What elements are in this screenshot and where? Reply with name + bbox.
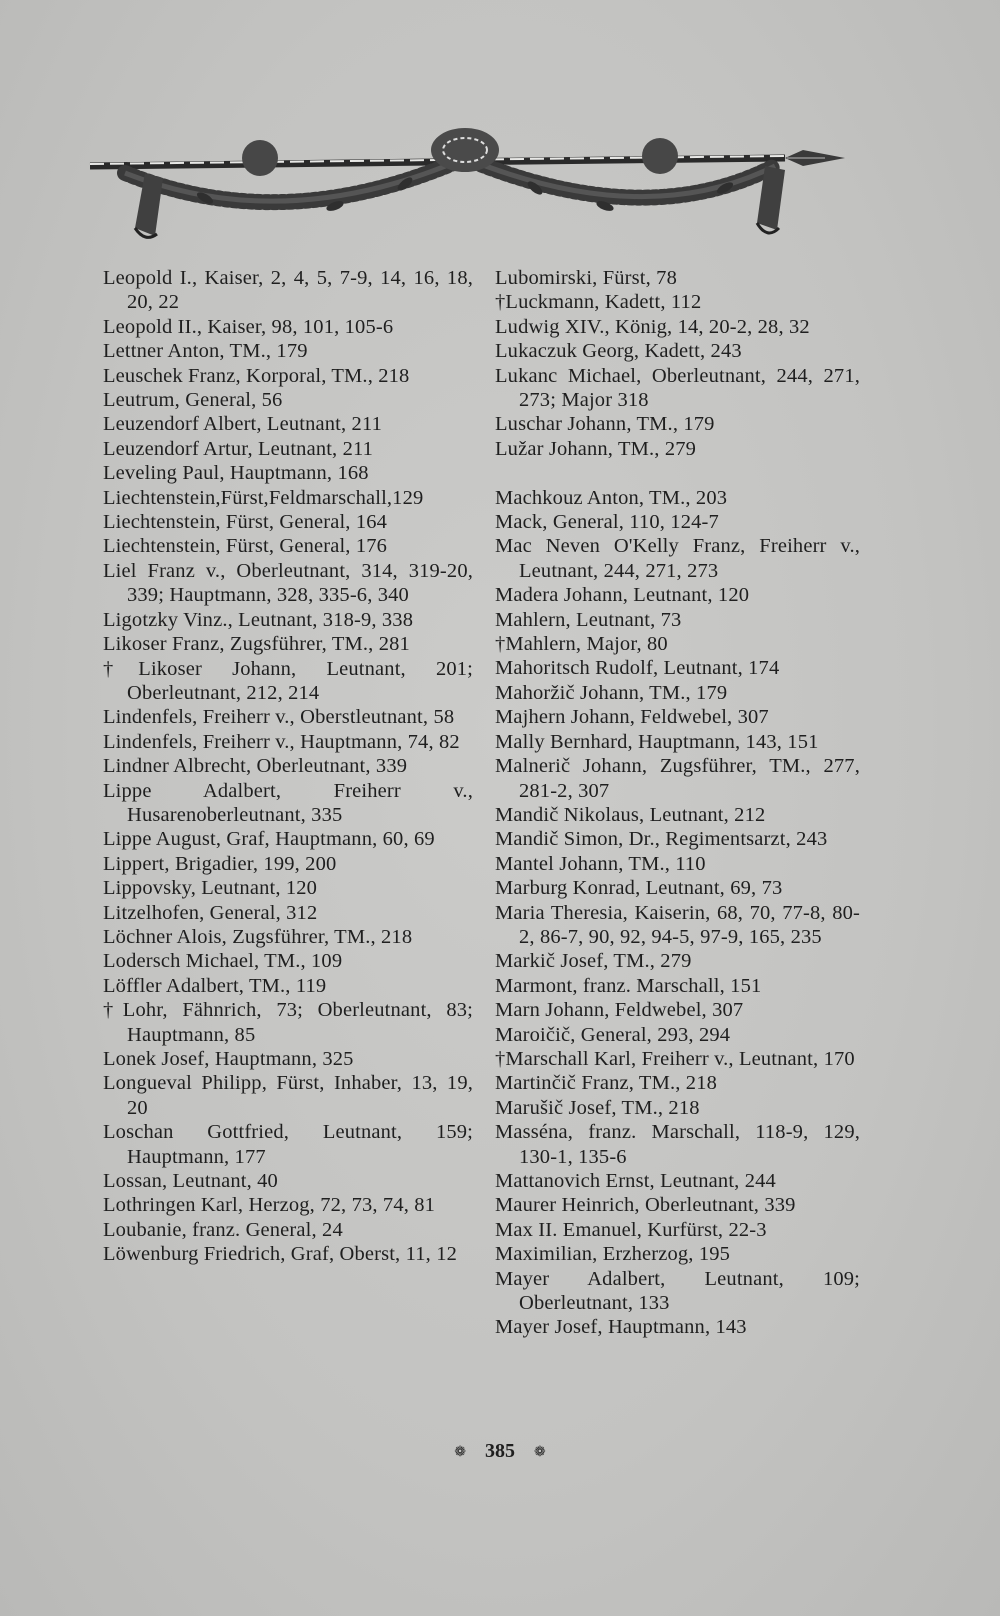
index-entry: Lippovsky, Leutnant, 120 <box>103 877 318 900</box>
index-entry: Mattanovich Ernst, Leutnant, 244 <box>495 1170 776 1193</box>
garland-spear-ornament <box>85 118 875 243</box>
index-entry: Lippe Adalbert, Freiherr v., Husarenoberleutnant, 335 <box>103 779 473 826</box>
index-entry: Mac Neven O'Kelly Franz, Freiherr v., Leutnant, 244, 271, 273 <box>495 535 860 582</box>
page-number: 385 <box>485 1440 515 1462</box>
index-entry: Marmont, franz. Marschall, 151 <box>495 974 762 997</box>
index-entry: Majhern Johann, Feldwebel, 307 <box>495 706 769 729</box>
index-entry: Masséna, franz. Marschall, 118-9, 129, 130-1, 135-6 <box>495 1121 860 1168</box>
index-entry: Lindner Albrecht, Oberleutnant, 339 <box>103 755 408 778</box>
page-number-footer <box>0 1440 1000 1463</box>
index-entry: Madera Johann, Leutnant, 120 <box>495 584 750 607</box>
index-entry: Mahoržič Johann, TM., 179 <box>495 681 728 704</box>
index-entry: Löwenburg Friedrich, Graf, Oberst, 11, 12 <box>103 1243 457 1266</box>
index-entry: Marburg Konrad, Leutnant, 69, 73 <box>495 877 783 900</box>
index-entry: Leuzendorf Albert, Leutnant, 211 <box>103 413 382 436</box>
index-entry: Lindenfels, Freiherr v., Hauptmann, 74, 82 <box>103 730 460 753</box>
index-column-right <box>495 266 860 1340</box>
index-entry: Liechtenstein,Fürst,Feldmarschall,129 <box>103 486 424 509</box>
index-entry: Lettner Anton, TM., 179 <box>103 340 308 363</box>
index-entry: Maria Theresia, Kaiserin, 68, 70, 77-8, 80-2, 86-7, 90, 92, 94-5, 97-9, 165, 235 <box>495 901 860 948</box>
index-entry: Leuschek Franz, Korporal, TM., 218 <box>103 364 410 387</box>
index-entry: †Marschall Karl, Freiherr v., Leutnant, 170 <box>495 1047 855 1070</box>
index-entry: Mandič Nikolaus, Leutnant, 212 <box>495 803 766 826</box>
index-entry: Mally Bernhard, Hauptmann, 143, 151 <box>495 730 819 753</box>
index-entry: Lubomirski, Fürst, 78 <box>495 267 677 289</box>
index-entry: Mandič Simon, Dr., Regimentsarzt, 243 <box>495 828 828 851</box>
fleuron-right-icon: ❁ <box>534 1444 546 1460</box>
index-entry: Mack, General, 110, 124-7 <box>495 511 719 534</box>
index-column-left <box>103 266 473 1267</box>
index-entry: Leuzendorf Artur, Leutnant, 211 <box>103 437 374 460</box>
index-entry: Löffler Adalbert, TM., 119 <box>103 974 327 997</box>
index-entry: Maximilian, Erzherzog, 195 <box>495 1243 731 1266</box>
index-entry: Lodersch Michael, TM., 109 <box>103 950 343 973</box>
index-entry: Leopold II., Kaiser, 98, 101, 105-6 <box>103 315 394 338</box>
index-entry: Likoser Franz, Zugsführer, TM., 281 <box>103 633 410 656</box>
index-entry: Leopold I., Kaiser, 2, 4, 5, 7-9, 14, 16, 18, 20, 22 <box>103 267 473 314</box>
index-entry: Mahoritsch Rudolf, Leutnant, 174 <box>495 657 780 680</box>
index-entry: †Mahlern, Major, 80 <box>495 633 668 656</box>
index-entry: Lothringen Karl, Herzog, 72, 73, 74, 81 <box>103 1194 436 1217</box>
fleuron-left-icon: ❁ <box>454 1444 466 1460</box>
index-entry: Ludwig XIV., König, 14, 20-2, 28, 32 <box>495 315 810 338</box>
index-entry: Lužar Johann, TM., 279 <box>495 437 697 460</box>
index-entry: Luschar Johann, TM., 179 <box>495 413 715 436</box>
index-entry: Lippert, Brigadier, 199, 200 <box>103 852 337 875</box>
index-entry: Loubanie, franz. General, 24 <box>103 1218 343 1241</box>
index-entry: Liechtenstein, Fürst, General, 176 <box>103 535 388 558</box>
index-entry: Ligotzky Vinz., Leutnant, 318-9, 338 <box>103 608 414 631</box>
index-entry: Loschan Gottfried, Leutnant, 159; Hauptmann, 177 <box>103 1121 473 1168</box>
index-entry: Lippe August, Graf, Hauptmann, 60, 69 <box>103 828 435 851</box>
index-entry: Martinčič Franz, TM., 218 <box>495 1072 717 1095</box>
index-entry: Maurer Heinrich, Oberleutnant, 339 <box>495 1194 796 1217</box>
index-entry: Longueval Philipp, Fürst, Inhaber, 13, 19, 20 <box>103 1072 473 1119</box>
index-entry: †Likoser Johann, Leutnant, 201; Oberleutnant, 212, 214 <box>103 657 473 704</box>
index-entry: Löchner Alois, Zugsführer, TM., 218 <box>103 925 413 948</box>
index-entry: Liel Franz v., Oberleutnant, 314, 319-20, 339; Hauptmann, 328, 335-6, 340 <box>103 559 473 607</box>
index-entry: †Lohr, Fähnrich, 73; Oberleutnant, 83; Hauptmann, 85 <box>103 999 473 1046</box>
index-entry: Litzelhofen, General, 312 <box>103 901 318 924</box>
index-entry: Markič Josef, TM., 279 <box>495 950 692 973</box>
index-entry: Lukaczuk Georg, Kadett, 243 <box>495 340 742 363</box>
index-entry: Mahlern, Leutnant, 73 <box>495 608 682 631</box>
index-entry: Lonek Josef, Hauptmann, 325 <box>103 1048 354 1070</box>
index-entry: Mayer Josef, Hauptmann, 143 <box>495 1316 747 1339</box>
index-entry: Marušič Josef, TM., 218 <box>495 1096 700 1119</box>
index-entry: Malnerič Johann, Zugsführer, TM., 277, 281-2, 307 <box>495 755 860 802</box>
index-entry: Liechtenstein, Fürst, General, 164 <box>103 511 388 534</box>
index-entry: Mayer Adalbert, Leutnant, 109; Oberleutnant, 133 <box>495 1267 860 1315</box>
index-entry: Mantel Johann, TM., 110 <box>495 852 706 875</box>
index-entry: Max II. Emanuel, Kurfürst, 22-3 <box>495 1218 767 1241</box>
index-entry: Lukanc Michael, Oberleutnant, 244, 271, 273; Major 318 <box>495 364 860 412</box>
index-entry: Leveling Paul, Hauptmann, 168 <box>103 462 369 485</box>
index-entry: Leutrum, General, 56 <box>103 389 283 412</box>
index-entry: Maroičič, General, 293, 294 <box>495 1023 731 1046</box>
index-entry: Lossan, Leutnant, 40 <box>103 1170 278 1193</box>
index-entry: Machkouz Anton, TM., 203 <box>495 486 728 509</box>
index-entry: Lindenfels, Freiherr v., Oberstleutnant, 58 <box>103 706 455 729</box>
index-entry: †Luckmann, Kadett, 112 <box>495 291 702 314</box>
index-entry: Marn Johann, Feldwebel, 307 <box>495 999 744 1022</box>
